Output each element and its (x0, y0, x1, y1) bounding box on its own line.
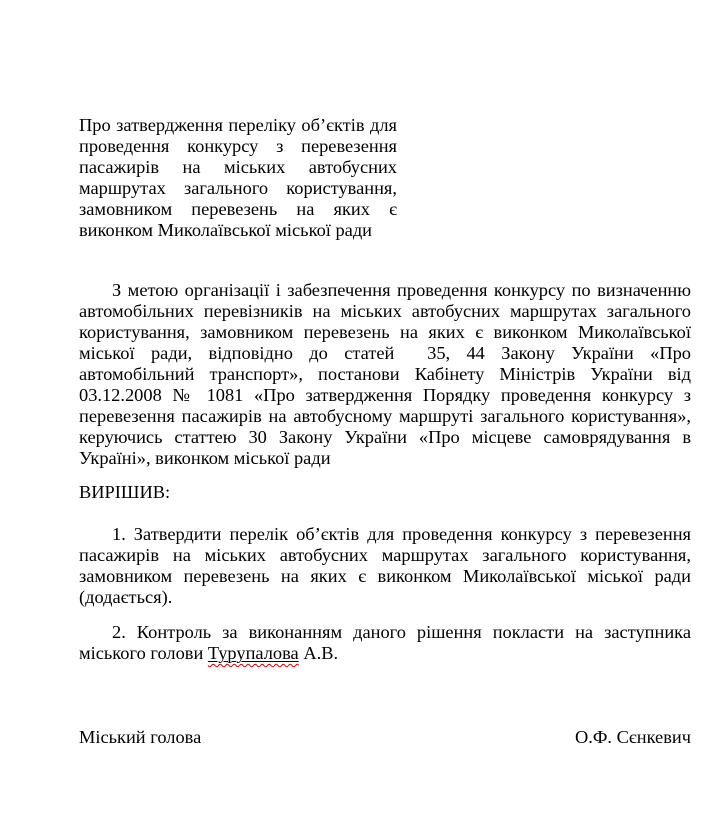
resolution-item-2 (79, 622, 691, 664)
preamble-paragraph: З метою організації і забезпечення проведення конкурсу по визначенню автомобільних перевізників на міських автобусних маршрутах загального користування, замовником перевезень на яких є виконком Миколаївської міської ради, відповідно до статей 35, 44 Закону України «Про автомобільний транспорт», постанови Кабінету Міністрів України від 03.12.2008 № 1081 «Про затвердження Порядку проведення конкурсу з перевезення пасажирів на автобусному маршруті загального користування», керуючись статтею 30 Закону України «Про місцеве самоврядування в Україні», виконком міської ради (79, 280, 691, 468)
resolution-item-2-initials: А.В. (298, 643, 339, 663)
signature-name: О.Ф. Сєнкевич (574, 727, 691, 747)
deputy-name-link[interactable] (208, 643, 299, 663)
signature-position: Міський голова (79, 727, 202, 747)
resolution-item-1: 1. Затвердити перелік об’єктів для проведення конкурсу з перевезення пасажирів на міських автобусних маршрутах загального користування, замовником перевезень на яких є виконком Миколаївської міської ради (додається). (79, 524, 691, 607)
decision-word: ВИРІШИВ: (79, 482, 171, 502)
signature-row (79, 727, 691, 748)
resolution-item-2-text: 2. Контроль за виконанням даного рішення покласти на заступника міського голови (79, 622, 691, 663)
document-title: Про затвердження переліку об’єктів для проведення конкурсу з перевезення пасажирів на міських автобусних маршрутах загального користування, замовником перевезень на яких є виконком Миколаївської міської ради (79, 115, 397, 240)
deputy-name-spellcheck: Турупалова (207, 643, 299, 663)
